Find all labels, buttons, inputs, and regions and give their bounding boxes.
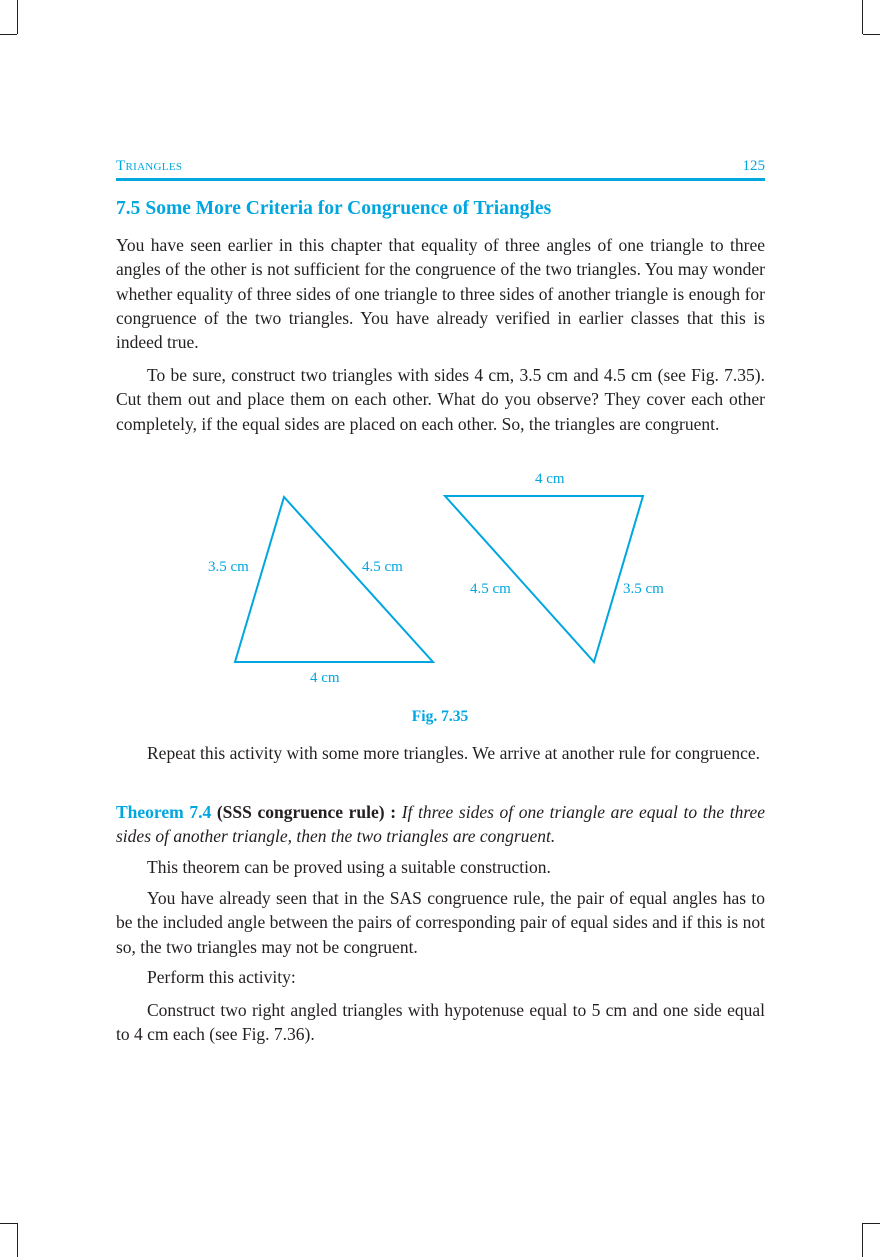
theorem-label: Theorem 7.4	[116, 802, 212, 822]
paragraph-proof-note: This theorem can be proved using a suitable construction.	[147, 857, 551, 877]
triangles-diagram	[0, 460, 880, 700]
crop-mark-bottom-left-h	[0, 1223, 17, 1224]
paragraph-sas-note: You have already seen that in the SAS congruence rule, the pair of equal angles has to be the included angle between the pairs of corresponding pair of equal sides and if this is not so, the two triangles may not be congruent.	[116, 888, 765, 957]
triangle-1	[235, 497, 433, 662]
paragraph-repeat: Repeat this activity with some more triangles. We arrive at another rule for congruence.	[147, 743, 760, 763]
section-heading	[116, 198, 551, 220]
paragraph-right-triangles: Construct two right angled triangles with hypotenuse equal to 5 cm and one side equal to 4 cm each (see Fig. 7.36).	[116, 1000, 765, 1045]
crop-mark-top-right-v	[862, 0, 863, 34]
triangle-2	[445, 496, 643, 662]
section-number: 7.5	[116, 198, 141, 219]
paragraph-intro: You have seen earlier in this chapter that equality of three angles of one triangle to three angles of the other is not sufficient for the congruence of the two triangles. You may wonder whether equality of three sides of one triangle to three sides of another triangle is enough for congruence of the two triangles. You have already verified in earlier classes that this is indeed true.	[116, 235, 765, 353]
crop-mark-bottom-right-v	[862, 1223, 863, 1257]
triangle-2-right-side-label: 3.5 cm	[623, 581, 664, 597]
crop-mark-top-left-h	[0, 34, 17, 35]
theorem-7-4	[116, 800, 765, 849]
theorem-statement: If three sides of one triangle are equal to the three sides of another triangle, then the two triangles are congruent.	[116, 802, 766, 847]
triangle-2-top-side-label: 4 cm	[535, 471, 565, 487]
figure-7-35	[0, 460, 880, 700]
section-title: Some More Criteria for Congruence of Triangles	[145, 198, 552, 219]
crop-mark-top-right-h	[863, 34, 880, 35]
triangle-1-right-side-label: 4.5 cm	[362, 559, 403, 575]
paragraph-activity: Perform this activity:	[147, 967, 296, 987]
crop-mark-top-left-v	[17, 0, 18, 34]
theorem-separator: :	[384, 802, 402, 822]
paragraph-construct: To be sure, construct two triangles with sides 4 cm, 3.5 cm and 4.5 cm (see Fig. 7.35). Cut them out and place them on each other. What do you observe? They cover each other completely, if the equal sides are placed on each other. So, the triangles are congruent.	[116, 365, 765, 434]
header-rule	[116, 178, 765, 181]
triangle-1-left-side-label: 3.5 cm	[208, 559, 249, 575]
page-number: 125	[742, 158, 765, 174]
figure-caption: Fig. 7.35	[411, 708, 469, 725]
chapter-title: Triangles	[116, 158, 183, 174]
theorem-name: (SSS congruence rule)	[216, 802, 385, 822]
triangle-2-left-side-label: 4.5 cm	[470, 581, 511, 597]
crop-mark-bottom-left-v	[17, 1223, 18, 1257]
crop-mark-bottom-right-h	[863, 1223, 880, 1224]
triangle-1-base-label: 4 cm	[310, 670, 340, 686]
